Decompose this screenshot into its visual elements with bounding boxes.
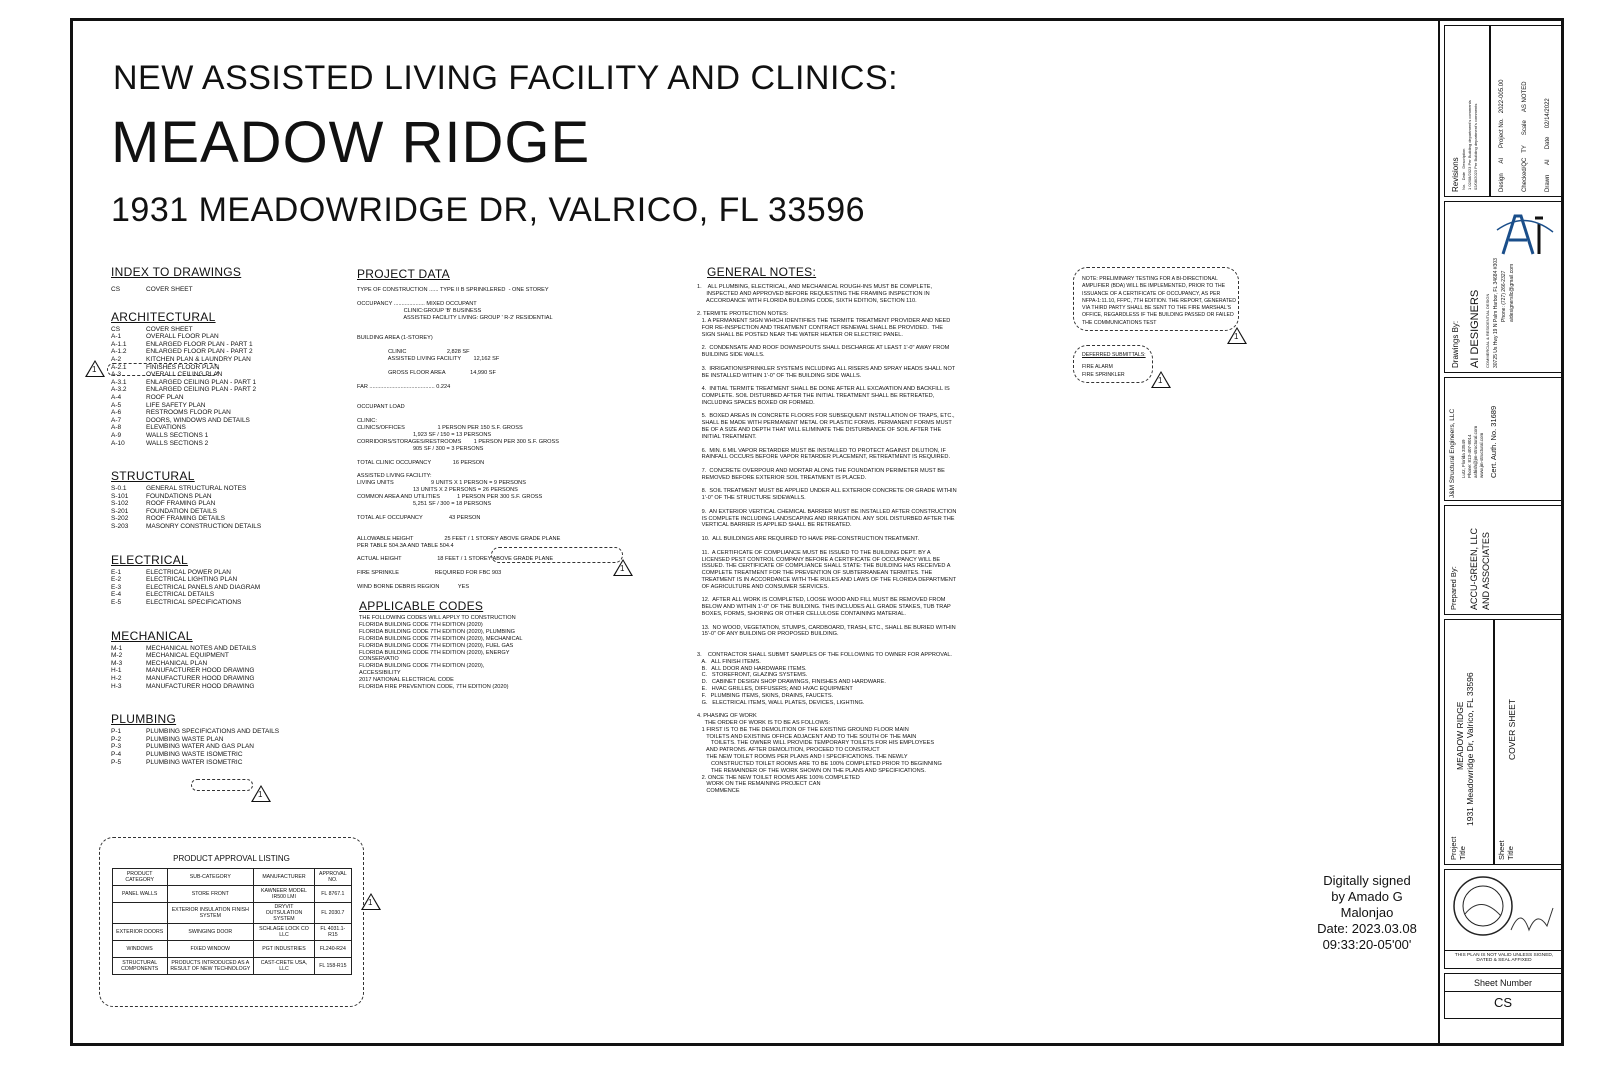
index-section-title: ARCHITECTURAL bbox=[111, 309, 216, 324]
structural-engineer-box: J&M Structural Engineers, LLC Lutz, Florida 33549 Phone: 813-407-8014 ashish@jm-structural.com www.jm-structural.com Cert. Auth. No. 31689 bbox=[1444, 377, 1562, 501]
table-cell: EXTERIOR INSULATION FINISH SYSTEM bbox=[167, 903, 253, 924]
digital-signature: Digitally signed by Amado G Malonjao Date: 2023.03.08 09:33:20-05'00' bbox=[1317, 873, 1417, 952]
table-cell: FL240-R24 bbox=[315, 941, 351, 958]
general-notes bbox=[697, 265, 1057, 795]
sheet-title: WALLS SECTIONS 1 bbox=[146, 431, 209, 439]
sheet-code: A-6 bbox=[111, 409, 122, 417]
sheet-title: ELECTRICAL SPECIFICATIONS bbox=[146, 599, 242, 607]
sheet-code: A-3 bbox=[111, 371, 122, 379]
sheet-code: A-1 bbox=[111, 333, 122, 341]
table-row bbox=[112, 941, 351, 958]
general-notes-body: 1. ALL PLUMBING, ELECTRICAL, AND MECHANICAL ROUGH-INS MUST BE COMPLETE, INSPECTED AND APPROVED BEFORE REQUESTING THE FRAMING INSPECTION IN ACCORDANCE WITH FLORIDA BUILDING CODE, SIXTH EDITION, SECTION 110. 2. TERMITE PROTECTION NOTES: 1. A PERMANENT SIGN WHICH IDENTIFIES THE TERMITE TREATMENT PROVIDER AND NEED FOR RE-INSPECTION AND TREATMENT CONTRACT RENEWAL SHALL BE PROVIDED. THE SIGN SHALL BE POSTED NEAR THE WATER HEATER OR ELECTRIC PANEL. 2. CONDENSATE AND ROOF DOWNSPOUTS SHALL DISCHARGE AT LEAST 1'-0" AWAY FROM BUILDING SIDE WALLS. 3. IRRIGATION/SPRINKLER SYSTEMS INCLUDING ALL RISERS AND SPRAY HEADS SHALL NOT BE INSTALLED WITHIN 1'-0" OF THE BUILDING SIDE WALLS. 4. INITIAL TERMITE TREATMENT SHALL BE DONE AFTER ALL EXCAVATION AND BACKFILL IS COMPLETE. SOIL DISTURBED AFTER THE INITIAL TREATMENT SHALL BE RETREATED, INCLUDING SPACES BOXED OR FORMED. 5. BOXED AREAS IN CONCRETE FLOORS FOR SUBSEQUENT INSTALLATION OF TRAPS, ETC., SHALL BE MADE WITH PERMANENT METAL OR PLASTIC FORMS. PERMANENT FORMS MUST BE OF A SIZE AND DEPTH THAT WILL ELIMINATE THE DISTURBANCE OF SOIL AFTER THE INITIAL TREATMENT. 6. MIN. 6 MIL VAPOR RETARDER MUST BE INSTALLED TO PROTECT AGAINST DILUTION, IF RAINFALL OCCURS BEFORE VAPOR RETARDER PLACEMENT, RETREATMENT IS REQUIRED. 7. CONCRETE OVERPOUR AND MORTAR ALONG THE FOUNDATION PERIMETER MUST BE REMOVED BEFORE EXTERIOR SOIL TREATMENT IS PLACED. 8. SOIL TREATMENT MUST BE APPLIED UNDER ALL EXTERIOR CONCRETE OR GRADE WITHIN 1'-0" OF THE STRUCTURE SIDEWALLS. 9. AN EXTERIOR VERTICAL CHEMICAL BARRIER MUST BE INSTALLED AFTER CONSTRUCTION IS COMPLETE INCLUDING LANDSCAPING AND IRRIGATION. ANY SOIL DISTURBED AFTER THE VERTICAL BARRIER IS APPLIED SHALL BE RETREATED. 10. ALL BUILDINGS ARE REQUIRED TO HAVE PRE-CONSTRUCTION TREATMENT. 11. A CERTIFICATE OF COMPLIANCE MUST BE ISSUED TO THE BUILDING DEPT. BY A LICENSED PEST CONTROL COMPANY BEFORE A CERTIFICATE OF OCCUPANCY WILL BE ISSUED. THE CERTIFICATE OF COMPLIANCE SHALL STATE: THE BUILDING HAS RECEIVED A COMPLETE TREATMENT FOR THE PREVENTION OF SUBTERRANEAN TERMITES. THE TREATMENT IS IN ACCORDANCE WITH THE RULES AND LAWS OF THE FLORIDA DEPARTMENT OF AGRICULTURE AND CONSUMER SERVICES. 12. AFTER ALL WORK IS COMPLETED, LOOSE WOOD AND FILL MUST BE REMOVED FROM BELOW AND WITHIN 1'-0" OF THE BUILDING. THIS INCLUDES ALL GRADE STAKES, TUB TRAP BOXES, FORMS, SHORING OR OTHER CELLULOSE CONTAINING MATERIAL. 13. NO WOOD, VEGETATION, STUMPS, CARDBOARD, TRASH, ETC., SHALL BE BURIED WITHIN 15'-0" OF ANY BUILDING OR PROPOSED BUILDING. 3. CONTRACTOR SHALL SUBMIT SAMPLES OF THE FOLLOWING TO OWNER FOR APPROVAL. A. ALL FINISH ITEMS. B. ALL DOOR AND HARDWARE ITEMS. C. STOREFRONT, GLAZING SYSTEMS. D. CABINET DESIGN SHOP DRAWINGS, FINISHES AND HARDWARE. E. HVAC GRILLES, DIFFUSERS; AND HVAC EQUIPMENT F. PLUMBING ITEMS, SKINS, DRAINS, FAUCETS. G. ELECTRICAL ITEMS, WALL PLATES, DEVICES, LIGHTING. 4. PHASING OF WORK THE ORDER OF WORK IS TO BE AS FOLLOWS: 1 FIRST IS TO BE THE DEMOLITION OF THE EXISTING GROUND FLOOR MAIN TOILETS AND EXISTING OFFICE ADJACENT AND TO THE SOUTH OF THE MAIN TOILETS. THE OWNER WILL PROVIDE TEMPORARY TOILETS FOR HIS EMPLOYEES AND PATRONS. AFTER DEMOLITION, PROCEED TO CONSTRUCT THE NEW TOILET ROOMS PER PLANS AND I SPECIFICATIONS. THE NEWLY CONSTRUCTED TOILET ROOMS ARE TO BE 100% COMPLETED PRIOR TO BEGINNING THE REMAINDER OF THE WORK SHOWN ON THE PLANS AND SPECIFICATIONS. 2. ONCE THE NEW TOILET ROOMS ARE 100% COMPLETED WORK ON THE REMAINING PROJECT CAN COMMENCE bbox=[697, 284, 957, 795]
index-sections bbox=[111, 310, 331, 767]
table-row bbox=[112, 924, 351, 941]
sheet-code: A-4 bbox=[111, 393, 122, 401]
sheet-title: ELECTRICAL DETAILS bbox=[146, 591, 215, 599]
product-approval-table bbox=[112, 868, 352, 975]
revision-triangle-icon: 1 bbox=[613, 559, 633, 576]
sheet-code: A-8 bbox=[111, 424, 122, 432]
code-line: FLORIDA FIRE PREVENTION CODE, 7TH EDITION (2020) bbox=[359, 684, 509, 691]
index-row bbox=[111, 493, 331, 501]
revision-cloud bbox=[491, 547, 623, 563]
table-cell: PRODUCTS INTRODUCED AS A RESULT OF NEW TECHNOLOGY bbox=[167, 958, 253, 975]
sheet-title: PLUMBING WATER AND GAS PLAN bbox=[146, 743, 254, 751]
prepared-by-box: Prepared By: ACCU-GREEN, LLC AND ASSOCIATES bbox=[1444, 505, 1562, 615]
code-line: FLORIDA BUILDING CODE 7TH EDITION (2020), bbox=[359, 663, 485, 670]
sheet-code: M-3 bbox=[111, 659, 123, 667]
revision-triangle-icon: 1 bbox=[85, 360, 105, 377]
sheet-code: P-1 bbox=[111, 728, 122, 736]
sheet-code: H-2 bbox=[111, 675, 122, 682]
sheet-title: KITCHEN PLAN & LAUNDRY PLAN bbox=[146, 355, 251, 363]
sheet-code: M-2 bbox=[111, 652, 123, 660]
revision-cloud bbox=[191, 779, 253, 791]
code-line: FLORIDA BUILDING CODE 7TH EDITION (2020), MECHANICAL bbox=[359, 635, 523, 642]
sheet-title: ENLARGED FLOOR PLAN - PART 1 bbox=[146, 340, 253, 348]
index-section-title: ELECTRICAL bbox=[111, 552, 189, 567]
sheet-code: A-2 bbox=[111, 355, 122, 363]
index-row bbox=[111, 751, 331, 759]
table-cell: EXTERIOR DOORS bbox=[112, 924, 167, 941]
sheet-title: ELECTRICAL POWER PLAN bbox=[146, 568, 232, 576]
table-cell: SWINGING DOOR bbox=[167, 924, 253, 941]
sheet-title: ENLARGED FLOOR PLAN - PART 2 bbox=[146, 348, 253, 356]
index-row bbox=[111, 645, 331, 653]
sheet-title: RESTROOMS FLOOR PLAN bbox=[146, 409, 231, 417]
product-approval-cloud bbox=[99, 837, 364, 1007]
index-section-plumbing bbox=[111, 712, 331, 766]
index-row bbox=[111, 736, 331, 744]
index-row bbox=[111, 683, 331, 691]
index-row bbox=[111, 341, 331, 349]
sheet-title: ROOF FRAMING DETAILS bbox=[146, 515, 225, 523]
sheet-title: LIFE SAFETY PLAN bbox=[146, 401, 206, 409]
project-data-title: PROJECT DATA bbox=[357, 267, 450, 281]
index-cover-row: CS COVER SHEET bbox=[111, 286, 193, 293]
table-cell: FL 8767.1 bbox=[315, 886, 351, 903]
table-header-cell: APPROVAL NO. bbox=[315, 869, 351, 886]
index-row bbox=[111, 379, 331, 387]
general-notes-title: GENERAL NOTES: bbox=[707, 265, 817, 279]
code-line: FLORIDA BUILDING CODE 7TH EDITION (2020) bbox=[359, 621, 483, 628]
sheet-code: M-1 bbox=[111, 644, 123, 652]
index-section-title: STRUCTURAL bbox=[111, 469, 195, 484]
sheet-title: MECHANICAL NOTES AND DETAILS bbox=[146, 644, 257, 652]
signature-mark-icon bbox=[1507, 900, 1557, 945]
index-section-title: MECHANICAL bbox=[111, 628, 193, 643]
index-row bbox=[111, 652, 331, 660]
sheet-code: A-1.2 bbox=[111, 348, 127, 356]
index-row bbox=[111, 394, 331, 402]
seal-box: THIS PLAN IS NOT VALID UNLESS SIGNED, DATED & SEAL AFFIXED bbox=[1444, 869, 1562, 969]
sheet-code: A-5 bbox=[111, 401, 122, 409]
sheet-code: H-3 bbox=[111, 682, 122, 690]
index-row bbox=[111, 576, 331, 584]
index-section-electrical bbox=[111, 553, 331, 607]
sheet-title: FINISHES FLOOR PLAN bbox=[146, 363, 219, 371]
table-header-cell: PRODUCT CATEGORY bbox=[112, 869, 167, 886]
sheet-number-box: Sheet Number CS bbox=[1444, 973, 1562, 1019]
applicable-codes bbox=[359, 599, 659, 691]
project-title-box: Project Title MEADOW RIDGE 1931 Meadowridge Dr, Valrico, FL 33596 Sheet Title COVER SHEET bbox=[1444, 619, 1562, 865]
index-row bbox=[111, 675, 331, 683]
sheet-title: DOORS, WINDOWS AND DETAILS bbox=[146, 416, 250, 424]
sheet-title: MECHANICAL PLAN bbox=[146, 659, 208, 667]
code-line: 2017 NATIONAL ELECTRICAL CODE bbox=[359, 677, 454, 684]
sheet-number: CS bbox=[1493, 995, 1513, 1010]
revision-triangle-icon: 1 bbox=[251, 785, 271, 802]
bda-note-text: NOTE: PRELIMINARY TESTING FOR A BI-DIRECTIONAL AMPLIFIER (BDA) WILL BE IMPLEMENTED, PRIOR TO THE ISSUANCE OF A CERTIFICATE OF OCCUPANCY, AS PER NFPA-1:11.10, FFPC, 7TH EDITION. THE REPORT, GENERATED VIA THIRD PARTY SHALL BE SENT TO THE FIRE MARSHAL'S OFFICE, REGARDLESS IF THE BUILDING PASSED OR FAILED THE COMMUNICATIONS TEST bbox=[1082, 276, 1237, 326]
table-cell: KAWNEER MODEL IR500 LMI bbox=[253, 886, 314, 903]
index-row bbox=[111, 599, 331, 607]
sheet-title: FOUNDATION DETAILS bbox=[146, 507, 217, 515]
index-row bbox=[111, 417, 331, 425]
sheet-code: CS bbox=[111, 325, 121, 333]
sheet-title: ENLARGED CEILING PLAN - PART 1 bbox=[146, 378, 257, 386]
table-cell bbox=[112, 903, 167, 924]
sheet-title: PLUMBING SPECIFICATIONS AND DETAILS bbox=[146, 728, 280, 736]
sheet-title: ELEVATIONS bbox=[146, 424, 186, 432]
table-row bbox=[112, 886, 351, 903]
sheet-title: FOUNDATIONS PLAN bbox=[146, 492, 212, 500]
index-row bbox=[111, 485, 331, 493]
sheet-code: E-1 bbox=[111, 568, 122, 576]
index-row bbox=[111, 402, 331, 410]
index-row bbox=[111, 424, 331, 432]
sheet-title: MANUFACTURER HOOD DRAWING bbox=[146, 682, 255, 690]
deferred-title: DEFERRED SUBMITTALS: bbox=[1082, 352, 1146, 358]
table-cell: PANEL WALLS bbox=[112, 886, 167, 903]
revision-triangle-icon: 1 bbox=[1151, 371, 1171, 388]
sheet-code: A-2.1 bbox=[111, 363, 127, 371]
sheet-code: E-3 bbox=[111, 583, 122, 591]
index-row bbox=[111, 728, 331, 736]
drawing-sheet bbox=[70, 18, 1564, 1046]
table-cell: STRUCTURAL COMPONENTS bbox=[112, 958, 167, 975]
sheet-code: S-101 bbox=[111, 492, 129, 500]
deferred-list: FIRE ALARM FIRE SPRINKLER bbox=[1082, 364, 1125, 378]
index-row bbox=[111, 660, 331, 668]
table-cell: CAST-CRETE USA, LLC bbox=[253, 958, 314, 975]
sheet-title: MECHANICAL EQUIPMENT bbox=[146, 652, 229, 660]
table-cell: FL 2030.7 bbox=[315, 903, 351, 924]
sheet-code: E-5 bbox=[111, 599, 122, 607]
sheet-title: ROOF FRAMING PLAN bbox=[146, 500, 216, 508]
index-row bbox=[111, 667, 331, 675]
sheet-code: P-2 bbox=[111, 735, 122, 743]
engineer-seal-icon bbox=[1451, 874, 1515, 938]
index-row bbox=[111, 515, 331, 523]
sheet-title: OVERALL CEILING PLAN bbox=[146, 371, 223, 379]
sheet-code: P-4 bbox=[111, 750, 122, 758]
bda-note-cloud bbox=[1073, 267, 1239, 331]
sheet-code: P-5 bbox=[111, 758, 122, 766]
title-block bbox=[1438, 21, 1564, 1043]
sheet-code: S-202 bbox=[111, 515, 129, 523]
index-row bbox=[111, 523, 331, 531]
revision-triangle-icon: 1 bbox=[1227, 327, 1247, 344]
sheet-code: S-203 bbox=[111, 523, 129, 531]
sheet-code: A-7 bbox=[111, 416, 122, 424]
sheet-code: A-1.1 bbox=[111, 340, 127, 348]
table-cell: DRYVIT OUTSULATION SYSTEM bbox=[253, 903, 314, 924]
index-title: INDEX TO DRAWINGS bbox=[111, 265, 242, 279]
table-cell: FL 158-R15 bbox=[315, 958, 351, 975]
index-row bbox=[111, 591, 331, 599]
product-approval-title: PRODUCT APPROVAL LISTING bbox=[173, 854, 290, 863]
sheet-code: A-3.2 bbox=[111, 386, 127, 394]
index-section-mechanical bbox=[111, 629, 331, 691]
sheet-code: S-201 bbox=[111, 507, 129, 515]
index-row bbox=[111, 348, 331, 356]
sheet-title: ROOF PLAN bbox=[146, 393, 184, 401]
sheet-code: S-0.1 bbox=[111, 485, 127, 493]
sheet-title: MANUFACTURER HOOD DRAWING bbox=[146, 667, 255, 675]
index-row bbox=[111, 440, 331, 448]
table-row bbox=[112, 958, 351, 975]
applicable-codes-title: APPLICABLE CODES bbox=[359, 599, 484, 613]
index-row bbox=[111, 500, 331, 508]
table-cell: SCHLAGE LOCK CO LLC bbox=[253, 924, 314, 941]
code-line: CONSERVATIO bbox=[359, 656, 399, 663]
sheet-code: A-9 bbox=[111, 431, 122, 439]
table-header-cell: MANUFACTURER bbox=[253, 869, 314, 886]
index-row bbox=[111, 743, 331, 751]
revision-triangle-icon: 1 bbox=[361, 893, 381, 910]
index-row bbox=[111, 409, 331, 417]
sheet-title: PLUMBING WASTE PLAN bbox=[146, 735, 224, 743]
table-cell: WINDOWS bbox=[112, 941, 167, 958]
table-cell: STORE FRONT bbox=[167, 886, 253, 903]
code-line: FLORIDA BUILDING CODE 7TH EDITION (2020), ENERGY bbox=[359, 649, 510, 656]
sheet-title: GENERAL STRUCTURAL NOTES bbox=[146, 485, 247, 493]
sheet-title: OVERALL FLOOR PLAN bbox=[146, 333, 219, 341]
table-cell: FL 4031.1-R15 bbox=[315, 924, 351, 941]
index-section-architectural bbox=[111, 310, 331, 448]
table-header-row bbox=[112, 869, 351, 886]
table-cell: PGT INDUSTRIES bbox=[253, 941, 314, 958]
index-to-drawings bbox=[111, 265, 331, 766]
revision-cloud bbox=[107, 363, 219, 376]
deferred-submittals-cloud bbox=[1073, 345, 1153, 383]
table-row bbox=[112, 903, 351, 924]
code-line: FLORIDA BUILDING CODE 7TH EDITION (2020), PLUMBING bbox=[359, 628, 516, 635]
project-address-heading: 1931 MEADOWRIDGE DR, VALRICO, FL 33596 bbox=[111, 191, 866, 229]
sheet-title: ENLARGED CEILING PLAN - PART 2 bbox=[146, 386, 257, 394]
code-line: THE FOLLOWING CODES WILL APPLY TO CONSTRUCTION bbox=[359, 615, 516, 621]
project-data bbox=[357, 267, 657, 591]
sheet-title: COVER SHEET bbox=[146, 325, 193, 333]
sheet-title: MANUFACTURER HOOD DRAWING bbox=[146, 675, 255, 682]
index-row bbox=[111, 386, 331, 394]
sheet-title: ELECTRICAL PANELS AND DIAGRAM bbox=[146, 583, 261, 591]
sheet-code: P-3 bbox=[111, 743, 122, 751]
sheet-title: WALLS SECTIONS 2 bbox=[146, 439, 209, 447]
table-cell: FIXED WINDOW bbox=[167, 941, 253, 958]
sheet-title: PLUMBING WASTE ISOMETRIC bbox=[146, 750, 243, 758]
sheet-code: S-102 bbox=[111, 500, 129, 508]
index-row bbox=[111, 326, 331, 334]
project-name-heading: MEADOW RIDGE bbox=[111, 110, 591, 175]
index-row bbox=[111, 432, 331, 440]
sheet-code: A-10 bbox=[111, 439, 125, 447]
revisions-box: Revisions No. Date Description 1 02/08/2023 Per Building department's comments 02/08/2023 Per Building department's comments Design AI Project No. 2022-005.00 Checked/QC TY Scale AS NOTED Drawn AI Date 02/14/2022 bbox=[1444, 25, 1562, 197]
index-row bbox=[111, 569, 331, 577]
index-row bbox=[111, 333, 331, 341]
project-data-body: TYPE OF CONSTRUCTION ...... TYPE II B SPRINKLERED - ONE STOREY OCCUPANCY .................... MIXED OCCUPANT CLINIC:GROUP 'B' BUSINESS ASSISTED FACILITY LIVING: GROUP ' R-2' RESIDENTIAL BUILDING AREA (1-STOREY) CLINIC 2,828 SF ASSISTED LIVING FACILITY 12,162 SF GROSS FLOOR AREA 14,990 SF FAR .......................................... 0.224 OCCUPANT LOAD CLINIC: CLINICS/OFFICES 1 PERSON PER 150 S.F. GROSS 1,923 SF / 150 = 13 PERSONS CORRIDORS/STORAGES/RESTROOMS 1 PERSON PER 300 S.F. GROSS 905 SF / 300 = 3 PERSONS TOTAL CLINIC OCCUPANCY 16 PERSON ASSISTED LIVING FACILITY: LIVING UNITS 9 UNITS X 1 PERSON = 9 PERSONS 13 UNITS X 2 PERSONS = 26 PERSONS COMMON AREA AND UTILITIES 1 PERSON PER 300 S.F. GROSS 5,251 SF / 300 = 18 PERSONS TOTAL ALF OCCUPANCY 43 PERSON ALLOWABLE HEIGHT 25 FEET / 1 STOREY ABOVE GRADE PLANE PER TABLE 504.3A AND TABLE 504.4 ACTUAL HEIGHT 18 FEET / 1 STOREY ABOVE GRADE PLANE FIRE SPRINKLE REQUIRED FOR FBC 903 WIND BORNE DEBRIS REGION YES bbox=[357, 287, 561, 590]
index-row bbox=[111, 508, 331, 516]
applicable-codes-list bbox=[359, 615, 659, 691]
sheet-code: E-2 bbox=[111, 576, 122, 584]
sheet-title: PLUMBING WATER ISOMETRIC bbox=[146, 758, 243, 766]
sheet-title: MASONRY CONSTRUCTION DETAILS bbox=[146, 523, 262, 531]
table-header-cell: SUB-CATEGORY bbox=[167, 869, 253, 886]
code-line: FLORIDA BUILDING CODE 7TH EDITION (2020), FUEL GAS bbox=[359, 642, 514, 649]
index-row bbox=[111, 584, 331, 592]
sheet-code: A-3.1 bbox=[111, 378, 127, 386]
code-line: ACCESSIBILITY bbox=[359, 670, 401, 677]
sheet-code: E-4 bbox=[111, 591, 122, 599]
index-row bbox=[111, 759, 331, 767]
sheet-title: ELECTRICAL LIGHTING PLAN bbox=[146, 576, 238, 584]
ai-designers-logo bbox=[1495, 210, 1557, 260]
designer-box: Drawings By: AI DESIGNERS COMMERCIAL & RESIDENTIAL DESIGN 30725 Us Hwy 19 N Palm Harbor, FL 34684 #303 Phone: (727) 266-2327 aidesignersllc@gmail.com bbox=[1444, 201, 1562, 373]
project-type-heading: NEW ASSISTED LIVING FACILITY AND CLINICS: bbox=[113, 59, 899, 97]
sheet-code: H-1 bbox=[111, 667, 122, 675]
index-section-structural bbox=[111, 469, 331, 531]
index-section-title: PLUMBING bbox=[111, 712, 177, 727]
